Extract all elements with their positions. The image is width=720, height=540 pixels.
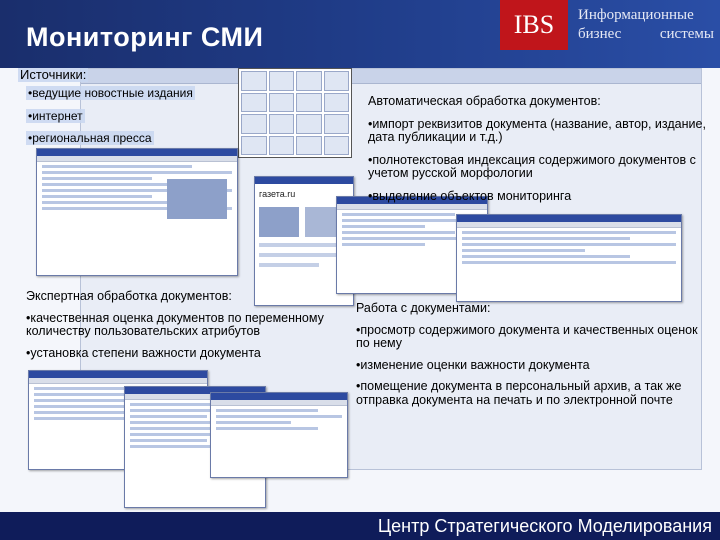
expert-processing-item: •установка степени важности документа [26,345,261,360]
tagline-word-business: бизнес [578,26,622,42]
monitoring-list-screenshot [456,214,682,302]
news-logo-tile [241,136,267,156]
news-logo-tile [324,71,350,91]
header-bar [0,0,720,68]
expert-processing-item: •качественная оценка документов по переменному количеству пользовательских атрибутов [26,310,324,338]
auto-processing-block [368,95,714,212]
footer-text: Центр Стратегического Моделирования [377,516,712,536]
auto-processing-title: Автоматическая обработка документов: [368,94,601,108]
expert-processing-block [26,290,344,368]
news-logo-tile [296,136,322,156]
source-item-internet: •интернет [28,109,83,123]
document-work-item: •помещение документа в персональный архив, а так же отправка документа на печать и по электронной почте [356,379,682,407]
document-work-block [356,302,706,415]
tagline-line2 [578,25,714,44]
slide-content [0,68,720,512]
news-logo-tile [241,114,267,134]
page-title: Мониторинг СМИ [26,22,264,52]
document-work-item: •просмотр содержимого документа и качественных оценок по нему [356,322,698,350]
footer-bar [0,512,720,540]
news-logo-tile [269,93,295,113]
news-sources-logos-grid [238,68,352,158]
gazeta-ru-label: газета.ru [259,189,296,199]
company-tagline [578,6,718,44]
background-window-titlebar [81,69,701,84]
news-logo-tile [269,136,295,156]
tagline-line1: Информационные [578,7,694,23]
document-work-item: •изменение оценки важности документа [356,357,590,372]
news-logo-tile [241,71,267,91]
tagline-word-systems: системы [659,26,714,42]
news-logo-tile [269,71,295,91]
ibs-logo: IBS [500,0,568,50]
source-item-regional: •региональная пресса [28,131,152,145]
news-logo-tile [324,114,350,134]
auto-processing-item: •импорт реквизитов документа (название, автор, издание, дата публикации и т.д.) [368,116,706,144]
news-logo-tile [324,136,350,156]
document-work-title: Работа с документами: [356,301,491,315]
news-logo-tile [296,71,322,91]
news-logo-tile [241,93,267,113]
news-logo-tile [269,114,295,134]
news-logo-tile [296,93,322,113]
auto-processing-item: •полнотекстовая индексация содержимого документов с учетом русской морфологии [368,152,696,180]
regional-press-screenshot [36,148,238,276]
importance-dialog-screenshot [210,392,348,478]
news-logo-tile [324,93,350,113]
sources-title: Источники: [20,68,87,82]
expert-processing-title: Экспертная обработка документов: [26,289,232,303]
news-logo-tile [296,114,322,134]
auto-processing-item: •выделение объектов мониторинга [368,188,572,203]
source-item-news: •ведущие новостные издания [28,86,193,100]
